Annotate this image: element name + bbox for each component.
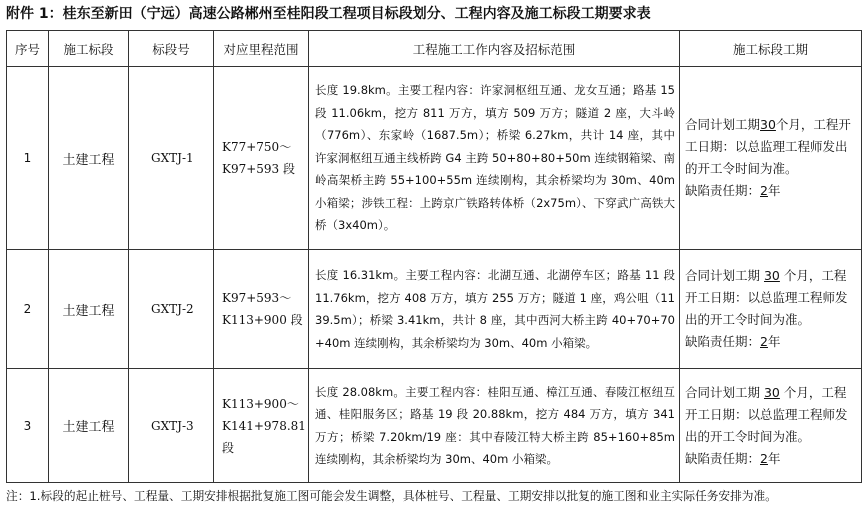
defect-post: 年 — [767, 334, 781, 350]
period-pre: 合同计划工期 — [685, 384, 764, 400]
table-row — [7, 250, 862, 369]
period-pre: 合同计划工期 — [685, 117, 761, 133]
row-index: 2 — [7, 250, 49, 369]
row-section: 土建工程 — [49, 67, 129, 250]
period-post: 个月，工程开工日期：以总监理工程师发出的开工令时间为准。 — [685, 384, 848, 444]
row-range: K113+900～K141+978.81 段 — [214, 369, 309, 483]
defect-years: 2 — [760, 450, 768, 466]
row-work: 长度 16.31km。主要工程内容：北湖互通、北湖停车区；路基 11 段 11.76km，挖方 408 万方，填方 255 万方；隧道 1 座，鸡公咀（1139.5m）；桥梁 3.41km，共计 8 座，其中西河大桥主跨 40+70+70+40m 连续刚构，其余桥梁均为 30m、40m 小箱梁。 — [309, 250, 680, 369]
header-period: 施工标段工期 — [680, 31, 862, 67]
row-period — [680, 67, 862, 250]
period-pre: 合同计划工期 — [685, 268, 764, 284]
table-row — [7, 369, 862, 483]
defect-years: 2 — [760, 183, 768, 199]
defect-post: 年 — [767, 183, 781, 199]
defect-pre: 缺陷责任期： — [685, 334, 761, 350]
row-code: GXTJ-1 — [129, 67, 214, 250]
period-months: 30 — [763, 268, 780, 284]
row-period — [680, 369, 862, 483]
document-title: 附件 1：桂东至新田（宁远）高速公路郴州至桂阳段工程项目标段划分、工程内容及施工标段工期要求表 — [6, 6, 651, 22]
period-months: 30 — [760, 117, 776, 133]
header-section: 施工标段 — [49, 31, 129, 67]
row-period — [680, 250, 862, 369]
row-work: 长度 19.8km。主要工程内容：许家洞枢纽互通、龙女互通；路基 15 段 11.06km，挖方 811 万方，填方 509 万方；隧道 2 座，大斗岭（776m）、东家岭（1687.5m）；桥梁 6.27km，共计 14 座，其中许家洞枢纽互通主线桥跨 G4 主跨 50+80+80+50m 连续钢箱梁、南岭高架桥主跨 55+100+55m 连续刚构，其余桥梁均为 30m、40m 小箱梁；涉铁工程：上跨京广铁路转体桥（2x75m）、下穿武广高铁大桥（3x40m）。 — [309, 67, 680, 250]
defect-pre: 缺陷责任期： — [685, 183, 761, 199]
header-code: 标段号 — [129, 31, 214, 67]
row-range: K77+750～K97+593 段 — [214, 67, 309, 250]
section-table — [6, 30, 862, 483]
defect-pre: 缺陷责任期： — [685, 450, 761, 466]
row-section: 土建工程 — [49, 250, 129, 369]
row-code: GXTJ-2 — [129, 250, 214, 369]
row-section: 土建工程 — [49, 369, 129, 483]
header-index: 序号 — [7, 31, 49, 67]
row-work: 长度 28.08km。主要工程内容：桂阳互通、樟江互通、春陵江枢纽互通、桂阳服务区；路基 19 段 20.88km，挖方 484 万方，填方 341 万方；桥梁 7.20km/19 座：其中春陵江特大桥主跨 85+160+85m 连续刚构，其余桥梁均为 30m、40m 小箱梁。 — [309, 369, 680, 483]
header-range: 对应里程范围 — [214, 31, 309, 67]
row-range: K97+593～K113+900 段 — [214, 250, 309, 369]
header-work: 工程施工工作内容及招标范围 — [309, 31, 680, 67]
table-header-row — [7, 31, 862, 67]
period-post: 个月，工程开工日期：以总监理工程师发出的开工令时间为准。 — [685, 117, 851, 177]
row-code: GXTJ-3 — [129, 369, 214, 483]
period-post: 个月，工程开工日期：以总监理工程师发出的开工令时间为准。 — [685, 268, 848, 328]
defect-years: 2 — [760, 334, 768, 350]
row-index: 3 — [7, 369, 49, 483]
period-months: 30 — [763, 384, 780, 400]
defect-post: 年 — [767, 450, 781, 466]
table-row — [7, 67, 862, 250]
footnote: 注：1.标段的起止桩号、工程量、工期安排根据批复施工图可能会发生调整，具体桩号、工程量、工期安排以批复的施工图和业主实际任务安排为准。 — [6, 489, 777, 503]
row-index: 1 — [7, 67, 49, 250]
